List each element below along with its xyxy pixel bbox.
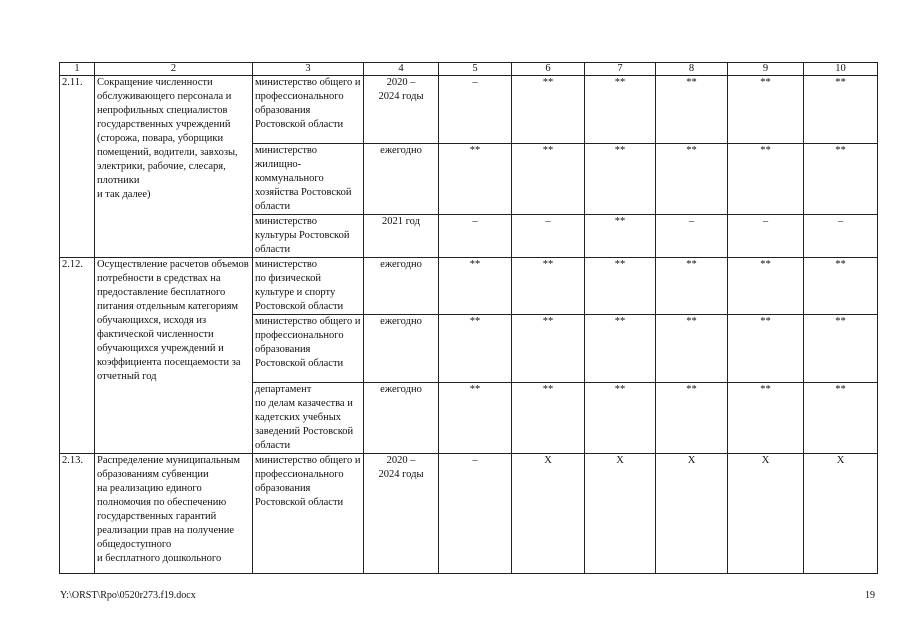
value-cell: **	[656, 76, 728, 144]
value-cell: **	[804, 383, 878, 454]
table-row	[60, 454, 878, 574]
value-cell: **	[512, 258, 585, 315]
term-cell: ежегодно	[364, 383, 439, 454]
value-cell: **	[656, 383, 728, 454]
value-cell: **	[439, 383, 512, 454]
executor-cell: департамент по делам казачества и кадетских учебных заведений Ростовской области	[253, 383, 364, 454]
value-cell: X	[728, 454, 804, 574]
table-row	[60, 76, 878, 144]
executor-cell: министерство общего и профессионального образования Ростовской области	[253, 315, 364, 383]
value-cell: **	[728, 76, 804, 144]
item-number: 2.13.	[60, 454, 95, 574]
header-cell: 8	[656, 63, 728, 76]
value-cell: –	[439, 215, 512, 258]
executor-cell: министерство по физической культуре и спорту Ростовской области	[253, 258, 364, 315]
value-cell: **	[512, 383, 585, 454]
value-cell: X	[585, 454, 656, 574]
term-cell: 2020 – 2024 годы	[364, 76, 439, 144]
header-cell: 2	[95, 63, 253, 76]
header-row	[60, 63, 878, 76]
executor-cell: министерство культуры Ростовской области	[253, 215, 364, 258]
value-cell: –	[439, 76, 512, 144]
value-cell: –	[804, 215, 878, 258]
value-cell: –	[656, 215, 728, 258]
header-cell: 3	[253, 63, 364, 76]
item-description: Осуществление расчетов объемов потребности в средствах на предоставление бесплатного питания отдельным категориям обучающихся, исходя из фактической численности обучающихся учреждений и коэффициента посещаемости за отчетный год	[95, 258, 253, 454]
value-cell: **	[585, 144, 656, 215]
value-cell: **	[656, 315, 728, 383]
term-cell: 2021 год	[364, 215, 439, 258]
value-cell: **	[585, 76, 656, 144]
value-cell: **	[728, 258, 804, 315]
value-cell: **	[585, 383, 656, 454]
value-cell: –	[439, 454, 512, 574]
table-row	[60, 258, 878, 315]
header-cell: 6	[512, 63, 585, 76]
header-cell: 7	[585, 63, 656, 76]
footer-file-path: Y:\ORST\Rpo\0520r273.f19.docx	[60, 590, 196, 601]
executor-cell: министерство общего и профессионального образования Ростовской области	[253, 76, 364, 144]
value-cell: **	[804, 144, 878, 215]
term-cell: ежегодно	[364, 258, 439, 315]
value-cell: **	[512, 76, 585, 144]
value-cell: **	[728, 315, 804, 383]
value-cell: **	[656, 258, 728, 315]
value-cell: **	[512, 144, 585, 215]
value-cell: **	[585, 315, 656, 383]
executor-cell: министерство общего и профессионального образования Ростовской области	[253, 454, 364, 574]
value-cell: **	[585, 258, 656, 315]
executor-cell: министерство жилищно-коммунального хозяйства Ростовской области	[253, 144, 364, 215]
value-cell: **	[728, 383, 804, 454]
header-cell: 10	[804, 63, 878, 76]
value-cell: **	[804, 315, 878, 383]
value-cell: X	[804, 454, 878, 574]
value-cell: **	[804, 76, 878, 144]
value-cell: **	[439, 258, 512, 315]
item-description: Сокращение численности обслуживающего персонала и непрофильных специалистов государственных учреждений (сторожа, повара, уборщики помещений, водители, завхозы, электрики, рабочие, слесаря, плотники и так далее)	[95, 76, 253, 258]
value-cell: **	[585, 215, 656, 258]
term-cell: ежегодно	[364, 144, 439, 215]
value-cell: **	[512, 315, 585, 383]
footer-page-number: 19	[865, 590, 875, 601]
header-cell: 1	[60, 63, 95, 76]
term-cell: ежегодно	[364, 315, 439, 383]
header-cell: 5	[439, 63, 512, 76]
item-number: 2.11.	[60, 76, 95, 258]
measures-table	[59, 62, 878, 574]
value-cell: –	[512, 215, 585, 258]
value-cell: X	[512, 454, 585, 574]
value-cell: **	[656, 144, 728, 215]
item-description: Распределение муниципальным образованиям субвенции на реализацию единого полномочия по обеспечению государственных гарантий реализации прав на получение общедоступного и бесплатного дошкольного	[95, 454, 253, 574]
value-cell: X	[656, 454, 728, 574]
term-cell: 2020 – 2024 годы	[364, 454, 439, 574]
value-cell: **	[804, 258, 878, 315]
header-cell: 4	[364, 63, 439, 76]
value-cell: **	[439, 144, 512, 215]
header-cell: 9	[728, 63, 804, 76]
value-cell: **	[439, 315, 512, 383]
item-number: 2.12.	[60, 258, 95, 454]
value-cell: **	[728, 144, 804, 215]
value-cell: –	[728, 215, 804, 258]
